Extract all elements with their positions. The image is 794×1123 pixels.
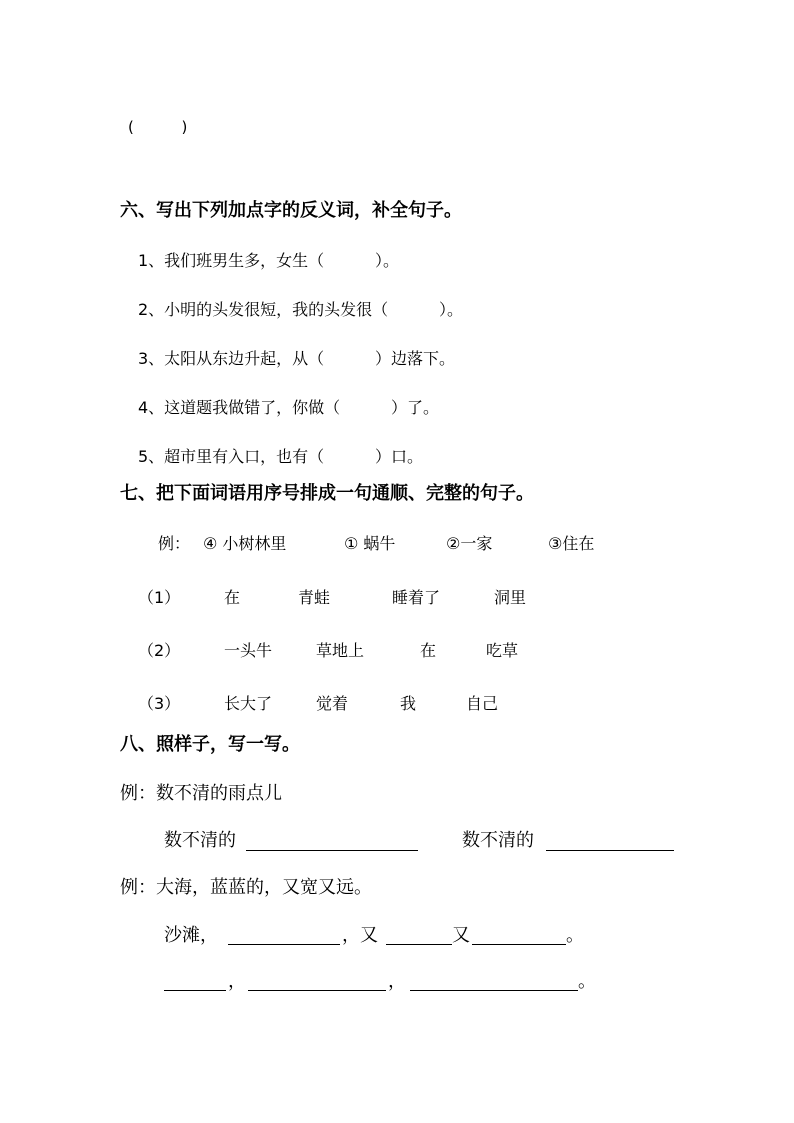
sec8-example-1: 例：数不清的雨点儿 — [120, 783, 282, 804]
sec7-example-word: ②一家 — [446, 534, 493, 553]
sec7-word: 在 — [224, 588, 241, 607]
sec7-word: 长大了 — [224, 694, 273, 713]
answer-blank[interactable] — [228, 944, 340, 945]
section-8-title: 八、照样子，写一写。 — [120, 734, 300, 755]
sec7-word: 青蛙 — [298, 588, 331, 607]
sec7-word: 草地上 — [316, 641, 365, 660]
answer-blank[interactable] — [386, 944, 452, 945]
sec8-fill-text: 。 — [578, 971, 596, 992]
answer-blank[interactable] — [164, 990, 226, 991]
sec7-word: 自己 — [466, 694, 499, 713]
section-6-title: 六、写出下列加点字的反义词，补全句子。 — [120, 200, 462, 221]
sec7-example-word: ③住在 — [548, 534, 595, 553]
sec7-row-number: （3） — [138, 694, 181, 713]
answer-blank[interactable] — [246, 850, 418, 851]
sec8-fill-text: 。 — [566, 925, 584, 946]
answer-blank[interactable] — [472, 944, 566, 945]
sec7-row-number: （2） — [138, 641, 181, 660]
sec6-item-2: 2、小明的头发很短，我的头发很（ ）。 — [138, 300, 464, 319]
sec7-row-number: （1） — [138, 588, 181, 607]
sec7-word: 觉着 — [316, 694, 349, 713]
sec7-word: 我 — [400, 694, 417, 713]
answer-blank[interactable] — [410, 990, 578, 991]
sec7-word: 在 — [420, 641, 437, 660]
sec8-example-2: 例：大海，蓝蓝的，又宽又远。 — [120, 877, 372, 898]
sec8-fill-text: ，又 — [342, 925, 378, 946]
sec8-fill-prefix: 数不清的 — [462, 830, 534, 851]
answer-parentheses: ( ) — [128, 118, 188, 136]
sec6-item-3: 3、太阳从东边升起，从（ ）边落下。 — [138, 349, 456, 368]
section-7-title: 七、把下面词语用序号排成一句通顺、完整的句子。 — [120, 483, 534, 504]
sec8-fill-text: ， — [388, 971, 406, 992]
sec6-item-1: 1、我们班男生多，女生（ ）。 — [138, 251, 400, 270]
sec7-word: 洞里 — [494, 588, 527, 607]
sec7-example-word: ④ 小树林里 — [203, 534, 287, 553]
sec8-fill-text: 又 — [452, 925, 470, 946]
answer-blank[interactable] — [248, 990, 386, 991]
sec7-example-word: ① 蜗牛 — [344, 534, 396, 553]
sec6-item-5: 5、超市里有入口，也有（ ）口。 — [138, 447, 424, 466]
sec7-word: 吃草 — [486, 641, 519, 660]
sec7-word: 睡着了 — [392, 588, 441, 607]
sec7-word: 一头牛 — [224, 641, 273, 660]
sec7-example-label: 例： — [158, 534, 191, 553]
answer-blank[interactable] — [546, 850, 674, 851]
sec6-item-4: 4、这道题我做错了，你做（ ）了。 — [138, 398, 440, 417]
sec8-fill-text: ， — [228, 971, 246, 992]
sec8-fill-prefix: 数不清的 — [164, 830, 236, 851]
sec8-fill-text: 沙滩， — [164, 925, 218, 946]
